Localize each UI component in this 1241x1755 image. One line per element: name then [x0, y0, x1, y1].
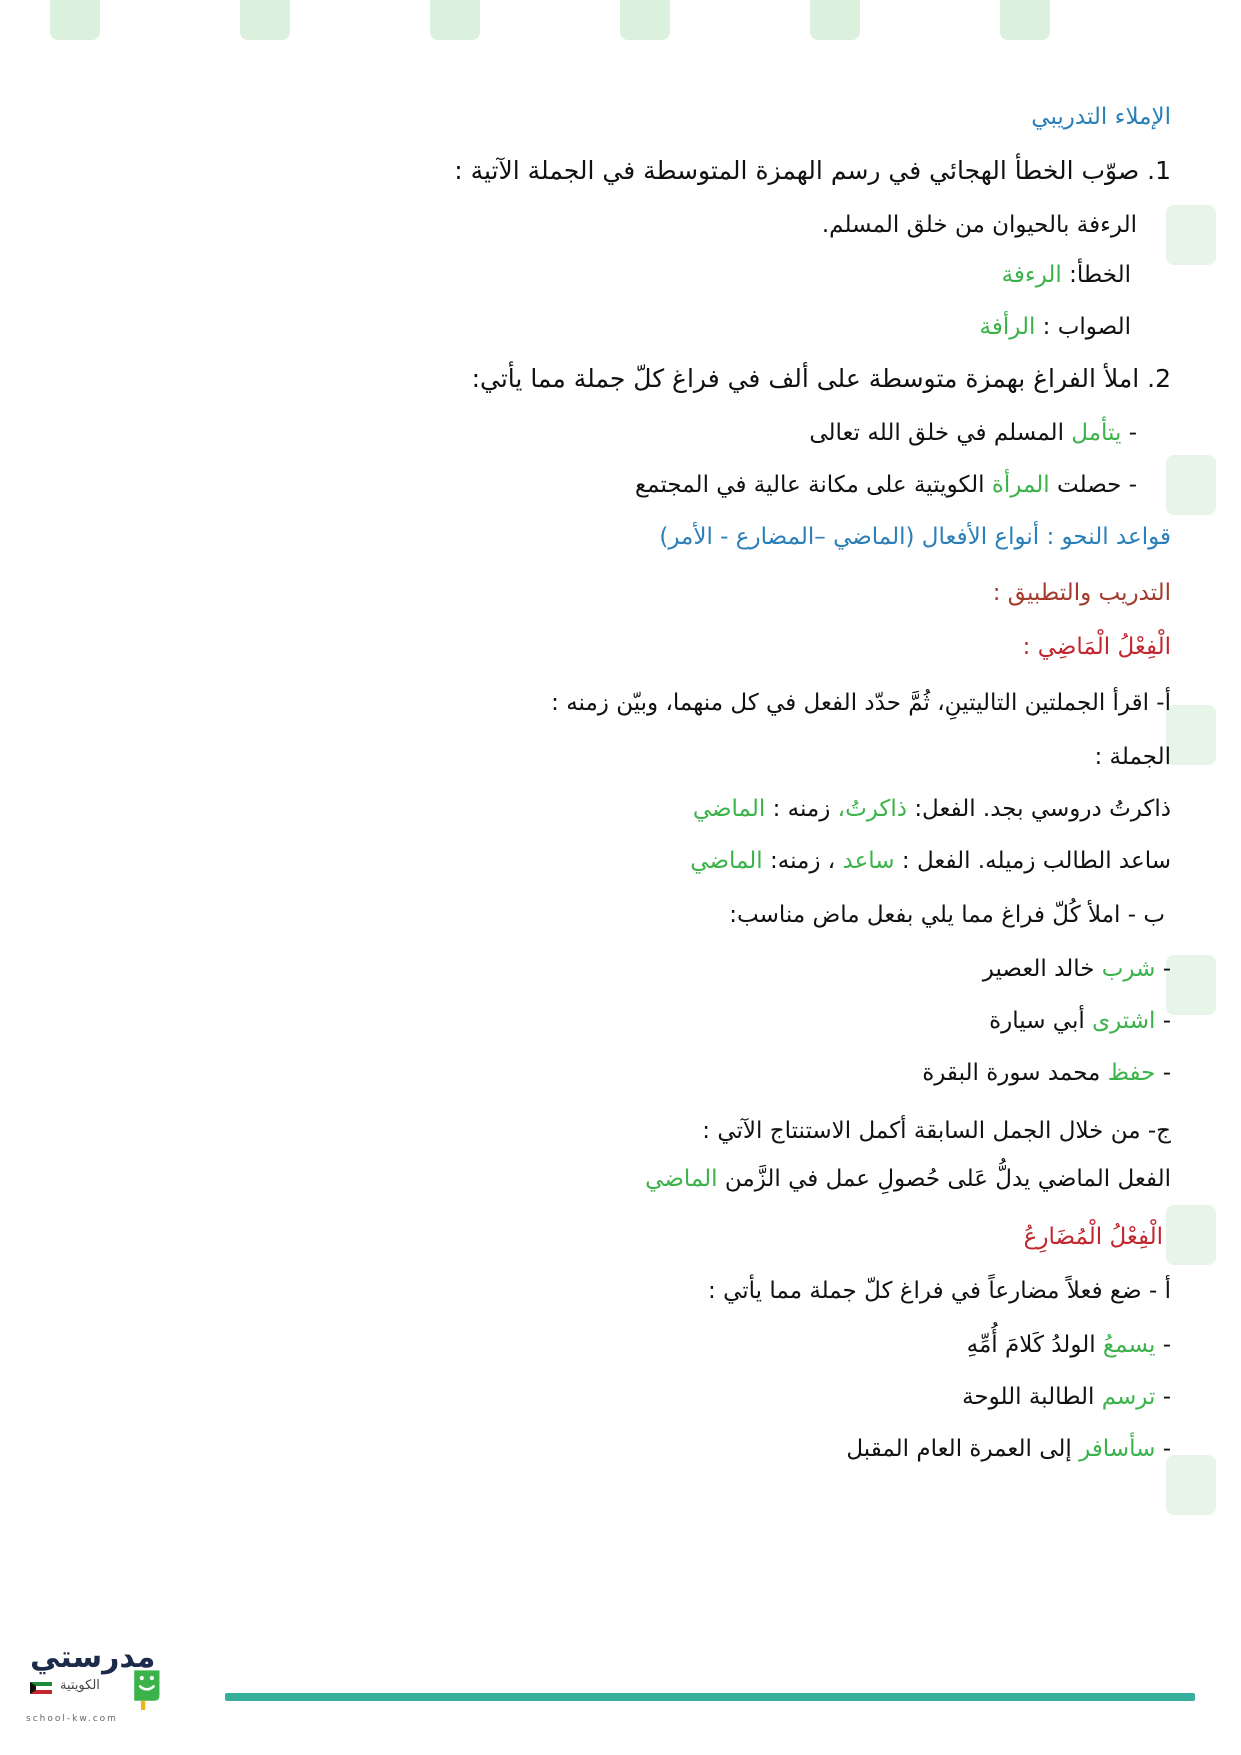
past-tense-title: الْفِعْلُ الْمَاضِي :	[1022, 634, 1171, 660]
footer-divider	[225, 1693, 1195, 1701]
watermark-logo-icon	[40, 0, 110, 50]
present-a-item-answer: ترسم	[1101, 1384, 1156, 1410]
present-a-item-prefix: -	[1162, 1384, 1171, 1410]
past-b-item-prefix: -	[1162, 1060, 1171, 1086]
past-b-instruction: ب - املأ كُلّ فراغ مما يلي بفعل ماض مناسب:	[729, 902, 1165, 928]
logo-url: school-kw.com	[26, 1714, 118, 1724]
present-a-item	[846, 1432, 1171, 1466]
past-a-s1-verb: ذاكرتُ،	[837, 796, 907, 822]
watermark-logo-icon	[230, 0, 300, 50]
past-c-conclusion-answer: الماضي	[645, 1166, 718, 1192]
past-a-sentence-1	[693, 792, 1171, 826]
logo-subtitle: الكويتية	[60, 1678, 100, 1693]
past-a-s2-verb: ساعد	[842, 848, 895, 874]
watermark-logo-icon	[1161, 1200, 1221, 1270]
past-a-s2-time: الماضي	[690, 848, 763, 874]
q1-correct-line	[980, 310, 1131, 344]
past-c-conclusion-text: الفعل الماضي يدلُّ عَلى حُصولِ عمل في الزَّمن	[724, 1166, 1171, 1192]
q2-item-1-prefix: -	[1128, 420, 1137, 446]
past-a-s1-time-label: زمنه :	[772, 796, 831, 822]
past-b-item	[989, 1004, 1171, 1038]
q2-item-2-prefix: - حصلت	[1057, 472, 1137, 498]
watermark-logo-icon	[800, 0, 870, 50]
watermark-logo-icon	[610, 0, 680, 50]
past-b-item-rest: خالد العصير	[982, 956, 1095, 982]
q2-item-1	[809, 416, 1137, 450]
watermark-logo-icon	[1161, 450, 1221, 520]
present-a-item-prefix: -	[1162, 1332, 1171, 1358]
present-a-item-rest: الطالبة اللوحة	[962, 1384, 1095, 1410]
past-a-s1-time: الماضي	[692, 796, 766, 822]
present-tense-title: الْفِعْلُ الْمُضَارِعُ	[1023, 1224, 1163, 1250]
past-c-instruction: ج- من خلال الجمل السابقة أكمل الاستنتاج الآتي :	[702, 1118, 1171, 1144]
present-a-item-answer: يسمعُ	[1102, 1332, 1156, 1358]
q2-item-2-answer: المرأة	[991, 472, 1050, 498]
q1-error-value: الرءفة	[1001, 262, 1062, 288]
watermark-logo-icon	[420, 0, 490, 50]
present-a-item	[967, 1328, 1171, 1362]
q1-correct-label: الصواب :	[1042, 314, 1131, 340]
present-a-item-rest: الولدُ كَلامَ أُمِّهِ	[966, 1332, 1096, 1358]
kuwait-flag-icon	[30, 1682, 52, 1694]
section-title: الإملاء التدريبي	[1031, 104, 1171, 130]
logo-name: مدرستي	[30, 1640, 156, 1675]
past-b-item-prefix: -	[1162, 1008, 1171, 1034]
present-a-instruction: أ - ضع فعلاً مضارعاً في فراغ كلّ جملة مما يأتي :	[708, 1278, 1171, 1304]
watermark-logo-icon	[990, 0, 1060, 50]
present-a-item-answer: سأسافر	[1079, 1436, 1156, 1462]
past-b-item-prefix: -	[1162, 956, 1171, 982]
past-a-s1-text: ذاكرتُ دروسي بجد. الفعل:	[914, 796, 1171, 822]
q2-item-2-rest: الكويتية على مكانة عالية في المجتمع	[634, 472, 985, 498]
q1-error-line	[1002, 258, 1131, 292]
present-a-item-prefix: -	[1162, 1436, 1171, 1462]
past-b-item-answer: اشترى	[1092, 1008, 1156, 1034]
past-b-item-answer: شرب	[1101, 956, 1156, 982]
q2-item-1-rest: المسلم في خلق الله تعالى	[809, 420, 1064, 446]
q1-correct-value: الرأفة	[979, 314, 1036, 340]
past-b-item-answer: حفظ	[1107, 1060, 1156, 1086]
watermark-row	[0, 0, 1241, 60]
past-a-s2-time-label: ، زمنه:	[770, 848, 836, 874]
past-b-item	[922, 1056, 1171, 1090]
present-a-item	[962, 1380, 1171, 1414]
present-a-item-rest: إلى العمرة العام المقبل	[846, 1436, 1072, 1462]
grammar-title: قواعد النحو : أنواع الأفعال (الماضي –المضارع - الأمر)	[659, 524, 1171, 550]
past-a-sentence-label: الجملة :	[1094, 744, 1171, 770]
past-a-s2-text: ساعد الطالب زميله. الفعل :	[901, 848, 1171, 874]
q2-item-2	[635, 468, 1137, 502]
past-a-instruction: أ- اقرأ الجملتين التاليتينِ، ثُمَّ حدّد الفعل في كل منهما، وبيّن زمنه :	[551, 690, 1171, 716]
question-2: 2. املأ الفراغ بهمزة متوسطة على ألف في فراغ كلّ جملة مما يأتي:	[471, 364, 1171, 393]
q1-error-label: الخطأ:	[1069, 262, 1131, 288]
past-c-conclusion	[645, 1162, 1171, 1196]
practice-title: التدريب والتطبيق :	[992, 580, 1171, 606]
past-b-item	[983, 952, 1171, 986]
past-b-item-rest: محمد سورة البقرة	[922, 1060, 1101, 1086]
q1-sentence: الرءفة بالحيوان من خلق المسلم.	[821, 212, 1137, 238]
q2-item-1-answer: يتأمل	[1071, 420, 1122, 446]
past-a-sentence-2	[690, 844, 1171, 878]
question-1: 1. صوّب الخطأ الهجائي في رسم الهمزة المتوسطة في الجملة الآتية :	[454, 156, 1171, 185]
past-b-item-rest: أبي سيارة	[989, 1008, 1085, 1034]
watermark-logo-icon	[1161, 200, 1221, 270]
